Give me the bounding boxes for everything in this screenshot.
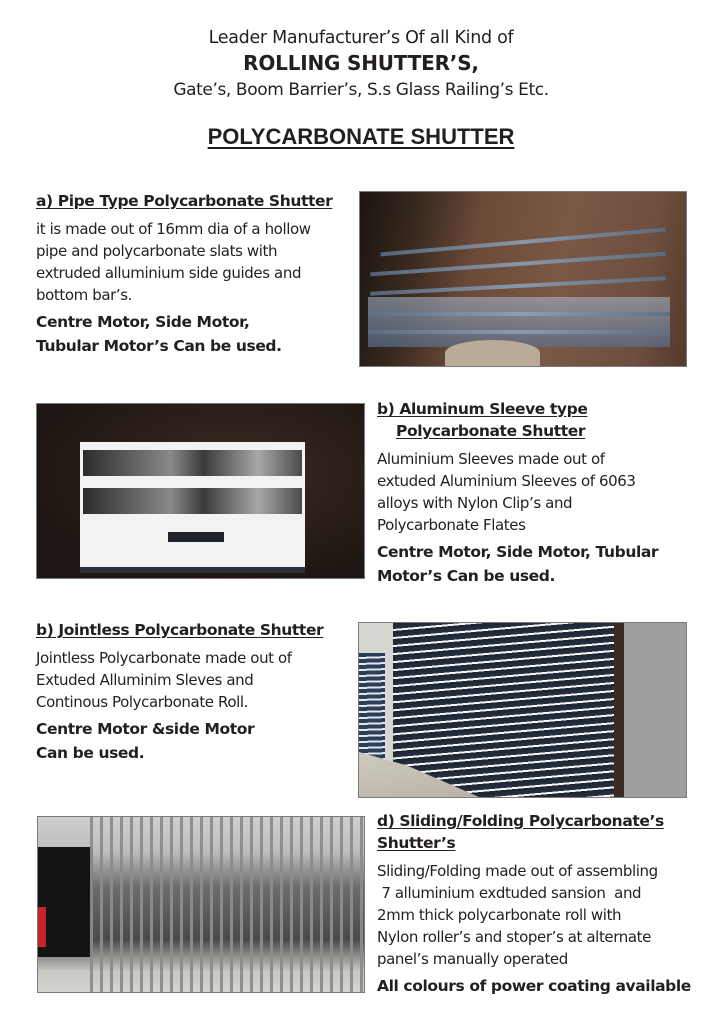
pipe-type-shutter-photo [359,191,687,367]
product-description: it is made out of 16mm dia of a hollow pipe and polycarbonate slats with extruded alluminium side guides and bottom bar’s. [36,220,311,304]
sliding-folding-shutter-photo [37,816,365,993]
product-description: Sliding/Folding made out of assembling 7 alluminium exdtuded sansion and 2mm thick polycarbonate roll with Nylon roller’s and stoper’s at alternate panel’s manually operated [377,862,658,968]
product-sliding-folding [377,810,712,998]
product-title: d) Sliding/Folding Polycarbonate’s [377,812,664,830]
product-title-line2: Shutter’s [377,834,456,852]
product-aluminum-sleeve [377,398,707,588]
product-description: Jointless Polycarbonate made out of Extuded Alluminim Sleves and Continous Polycarbonate Roll. [36,649,292,711]
product-motor-note: Centre Motor &side Motor Can be used. [36,720,255,762]
tagline: Leader Manufacturer’s Of all Kind of [208,28,514,48]
subheadline: Gate’s, Boom Barrier’s, S.s Glass Railing’s Etc. [173,80,549,100]
aluminum-sleeve-shutter-photo [36,403,365,579]
product-motor-note: Centre Motor, Side Motor, Tubular Motor’s Can be used. [377,543,659,585]
product-pipe-type [36,190,356,358]
product-title-line2: Polycarbonate Shutter [396,422,586,440]
headline: ROLLING SHUTTER’S, [243,51,479,75]
product-motor-note: Centre Motor, Side Motor, Tubular Motor’s Can be used. [36,313,282,355]
product-jointless [36,619,356,765]
product-title: b) Aluminum Sleeve type [377,400,588,418]
jointless-shutter-photo [358,622,687,798]
product-title: b) Jointless Polycarbonate Shutter [36,621,324,639]
product-title: a) Pipe Type Polycarbonate Shutter [36,192,333,210]
product-description: Aluminium Sleeves made out of extuded Aluminium Sleeves of 6063 alloys with Nylon Clip’s and Polycarbonate Flates [377,450,636,534]
product-color-note: All colours of power coating available [377,977,691,995]
section-title: POLYCARBONATE SHUTTER [207,124,515,149]
